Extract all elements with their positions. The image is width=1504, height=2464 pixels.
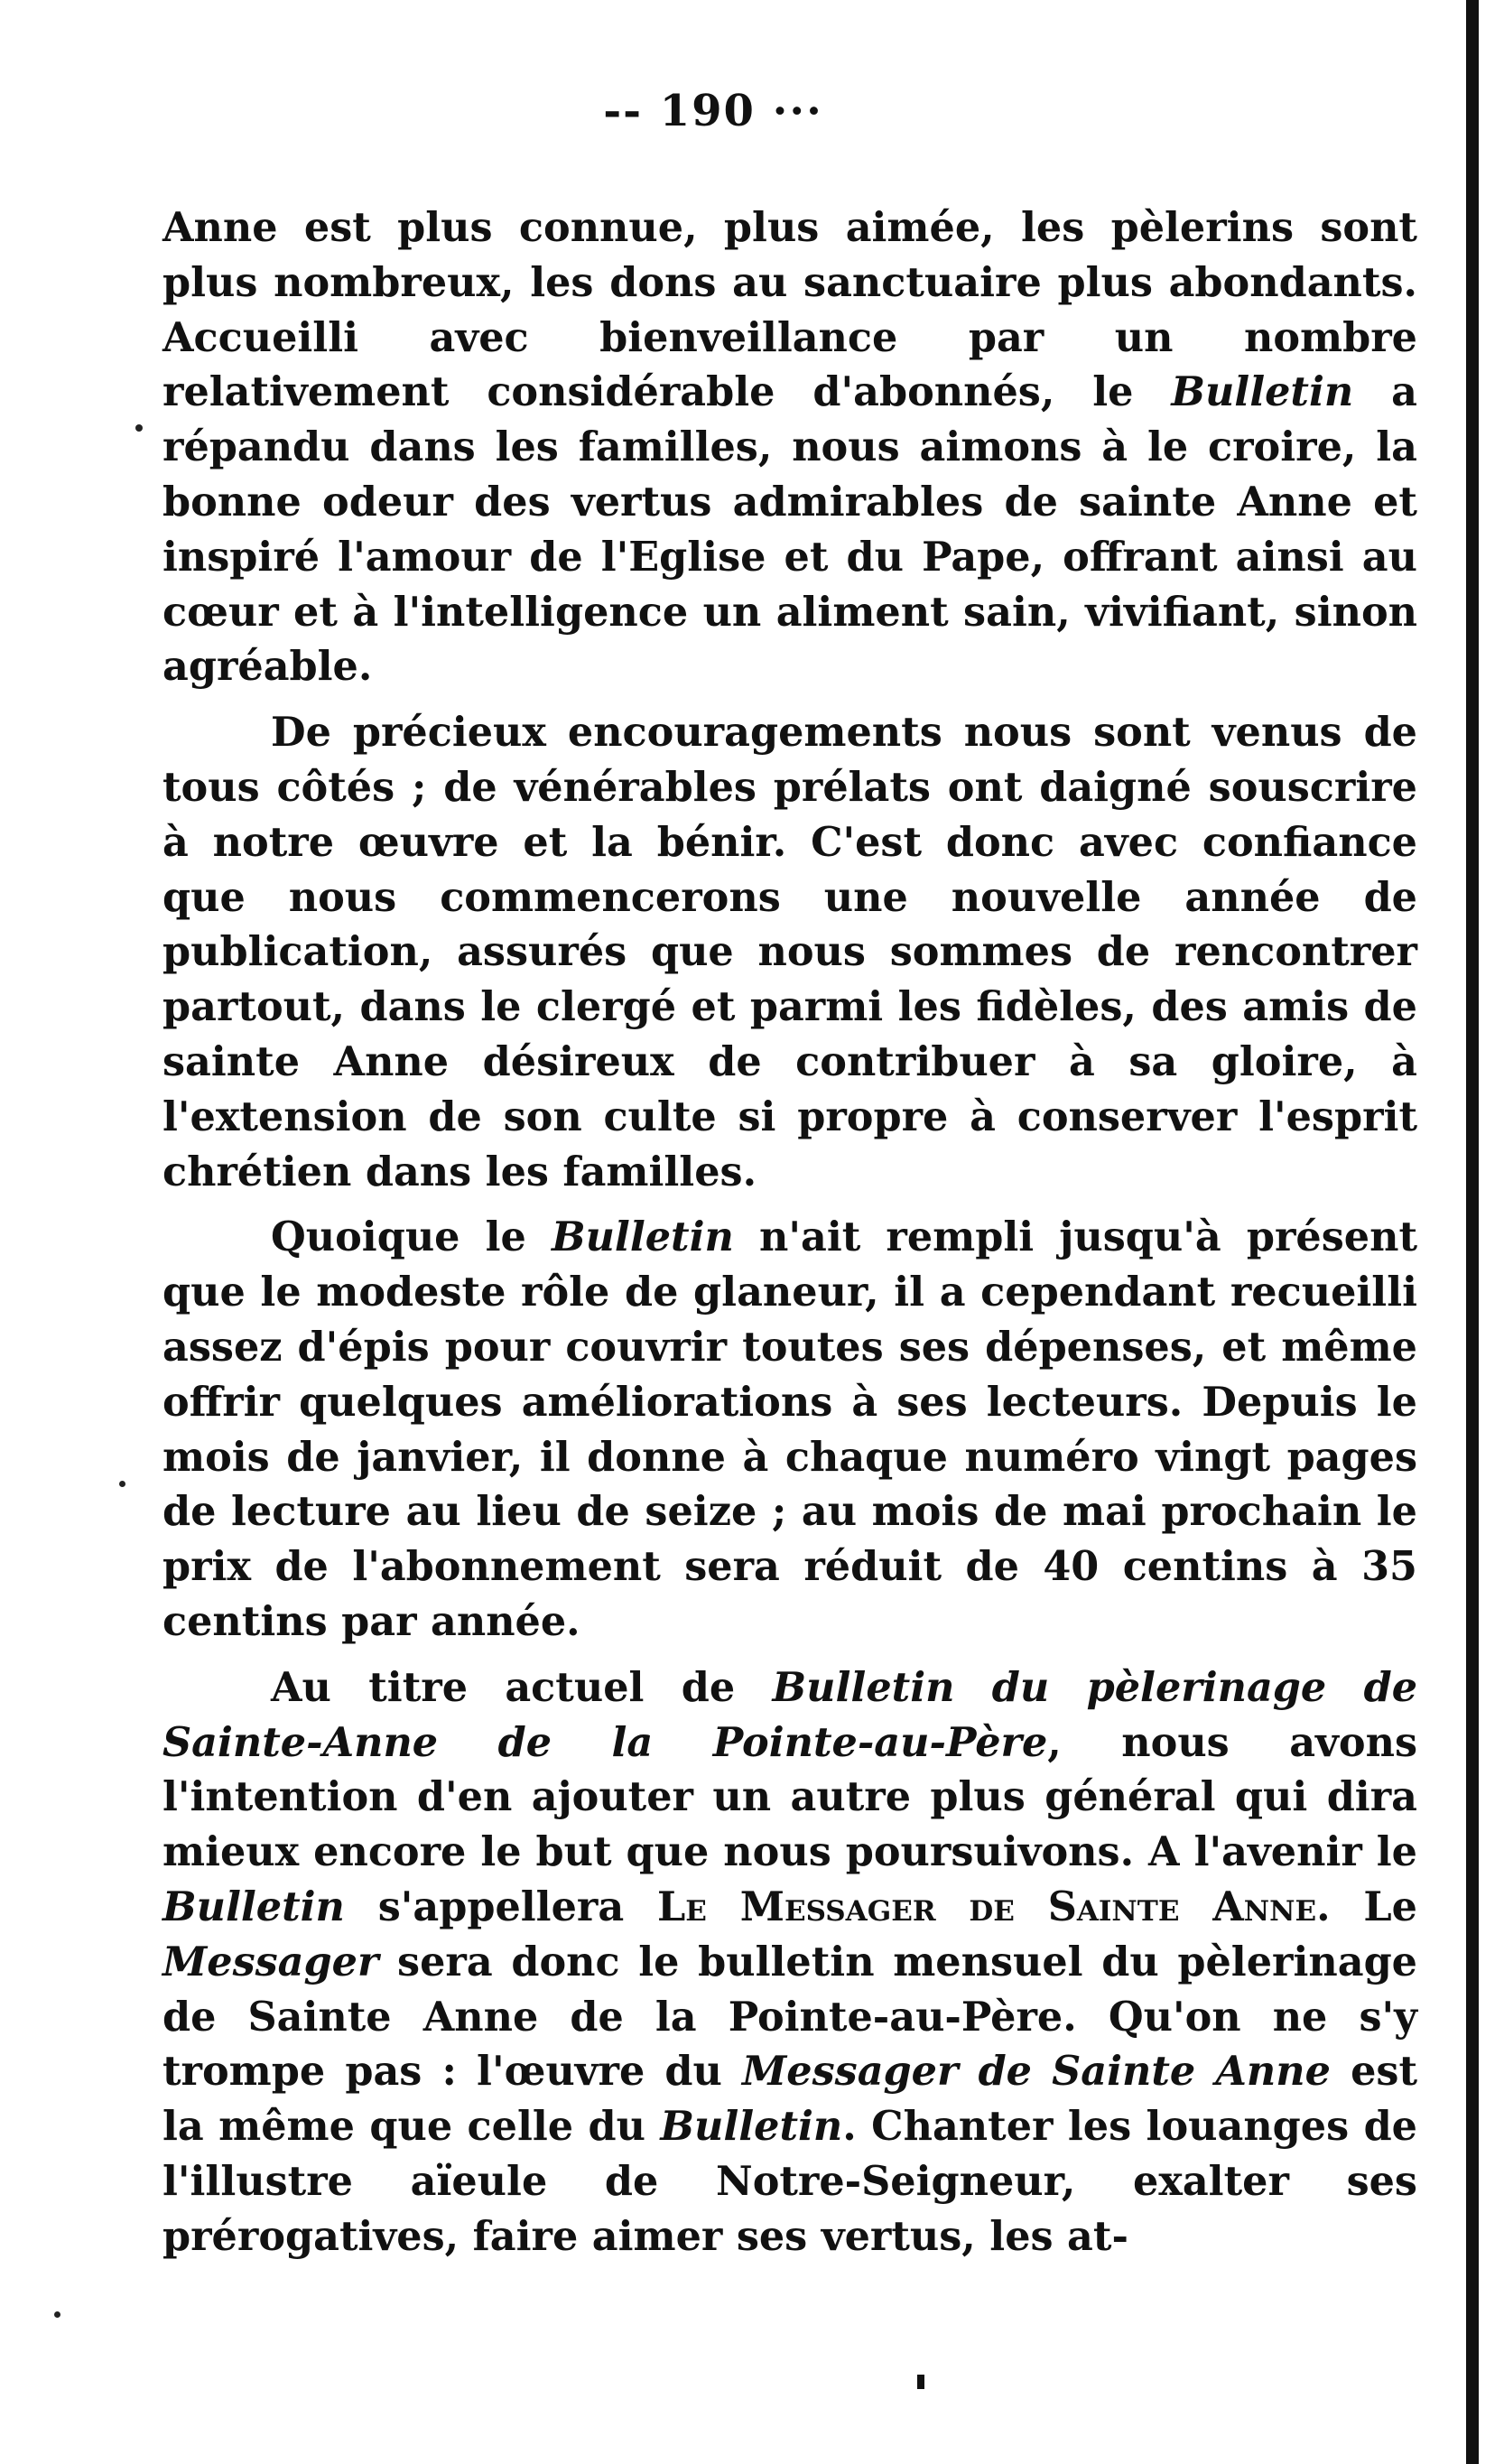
text-run: Anne est plus connue, plus aimée, les pèlerins sont plus nombreux, les dons au sanctuaire plus abondants. Accueilli avec bienveillance par un nombre relativement considérable d'abonnés, le: [162, 204, 1417, 416]
text-run: est la même que celle du: [162, 2048, 1417, 2151]
text-run: s'appellera: [344, 1883, 657, 1930]
italic-text: Messager de Sainte Anne: [742, 2048, 1331, 2096]
paragraph-2: [162, 705, 1417, 1199]
italic-text: Bulletin: [551, 1213, 734, 1261]
text-run: . Chanter les louanges de l'illustre aïeule de Notre-Seigneur, exalter ses prérogatives, faire aimer ses vertus, les at-: [162, 2103, 1417, 2260]
text-run: Au titre actuel de: [271, 1663, 773, 1711]
text-run: sera donc le bulletin mensuel du pèlerinage de Sainte Anne de la Pointe-au-Père. Qu'on ne s'y trompe pas : l'œuvre du: [162, 1938, 1417, 2096]
paragraph-1: [162, 200, 1417, 694]
ink-speck: [135, 424, 143, 432]
italic-text: Bulletin du pèlerinage de Sainte-Anne de la Pointe-au-Père: [162, 1663, 1418, 1766]
bottom-ink-mark: [917, 2375, 924, 2389]
italic-text: Messager: [162, 1938, 379, 1985]
text-run: a répandu dans les familles, nous aimons à le croire, la bonne odeur des vertus admirables de sainte Anne et inspiré l'amour de l'Eglise et du Pape, offrant ainsi au cœur et à l'intelligence un aliment sain, vivifiant, sinon agréable.: [162, 368, 1417, 691]
small-caps-text: Le Messager de Sainte Anne: [656, 1883, 1317, 1930]
ink-speck: [119, 1481, 125, 1487]
text-run: . Le: [1316, 1883, 1417, 1930]
text-run: n'ait rempli jusqu'à présent que le modeste rôle de glaneur, il a cependant recueilli assez d'épis pour couvrir toutes ses dépenses, et même offrir quelques améliorations à ses lecteurs. Depuis le mois de janvier, il donne à chaque numéro vingt pages de lecture au lieu de seize ; au mois de mai prochain le prix de l'abonnement sera réduit de 40 centins à 35 centins par année.: [162, 1213, 1418, 1645]
text-run: De précieux encouragements nous sont venus de tous côtés ; de vénérables prélats ont daigné souscrire à notre œuvre et la bénir. C'est donc avec confiance que nous commencerons une nouvelle année de publication, assurés que nous sommes de rencontrer partout, dans le clergé et parmi les fidèles, des amis de sainte Anne désireux de contribuer à sa gloire, à l'extension de son culte si propre à conserver l'esprit chrétien dans les familles.: [162, 709, 1417, 1195]
text-run: , nous avons l'intention d'en ajouter un autre plus général qui dira mieux encore le but que nous poursuivons. A l'avenir le: [162, 1718, 1417, 1876]
italic-text: Bulletin: [660, 2103, 843, 2151]
page-edge-shadow: [1466, 0, 1479, 2464]
text-run: Quoique le: [271, 1213, 552, 1261]
body-text: [162, 200, 1417, 2274]
page-number: -- 190 ···: [603, 86, 823, 136]
italic-text: Bulletin: [1171, 368, 1354, 416]
paragraph-4: [162, 1660, 1417, 2264]
paragraph-3: [162, 1210, 1417, 1649]
italic-text: Bulletin: [162, 1883, 345, 1930]
ink-speck: [54, 2311, 60, 2318]
